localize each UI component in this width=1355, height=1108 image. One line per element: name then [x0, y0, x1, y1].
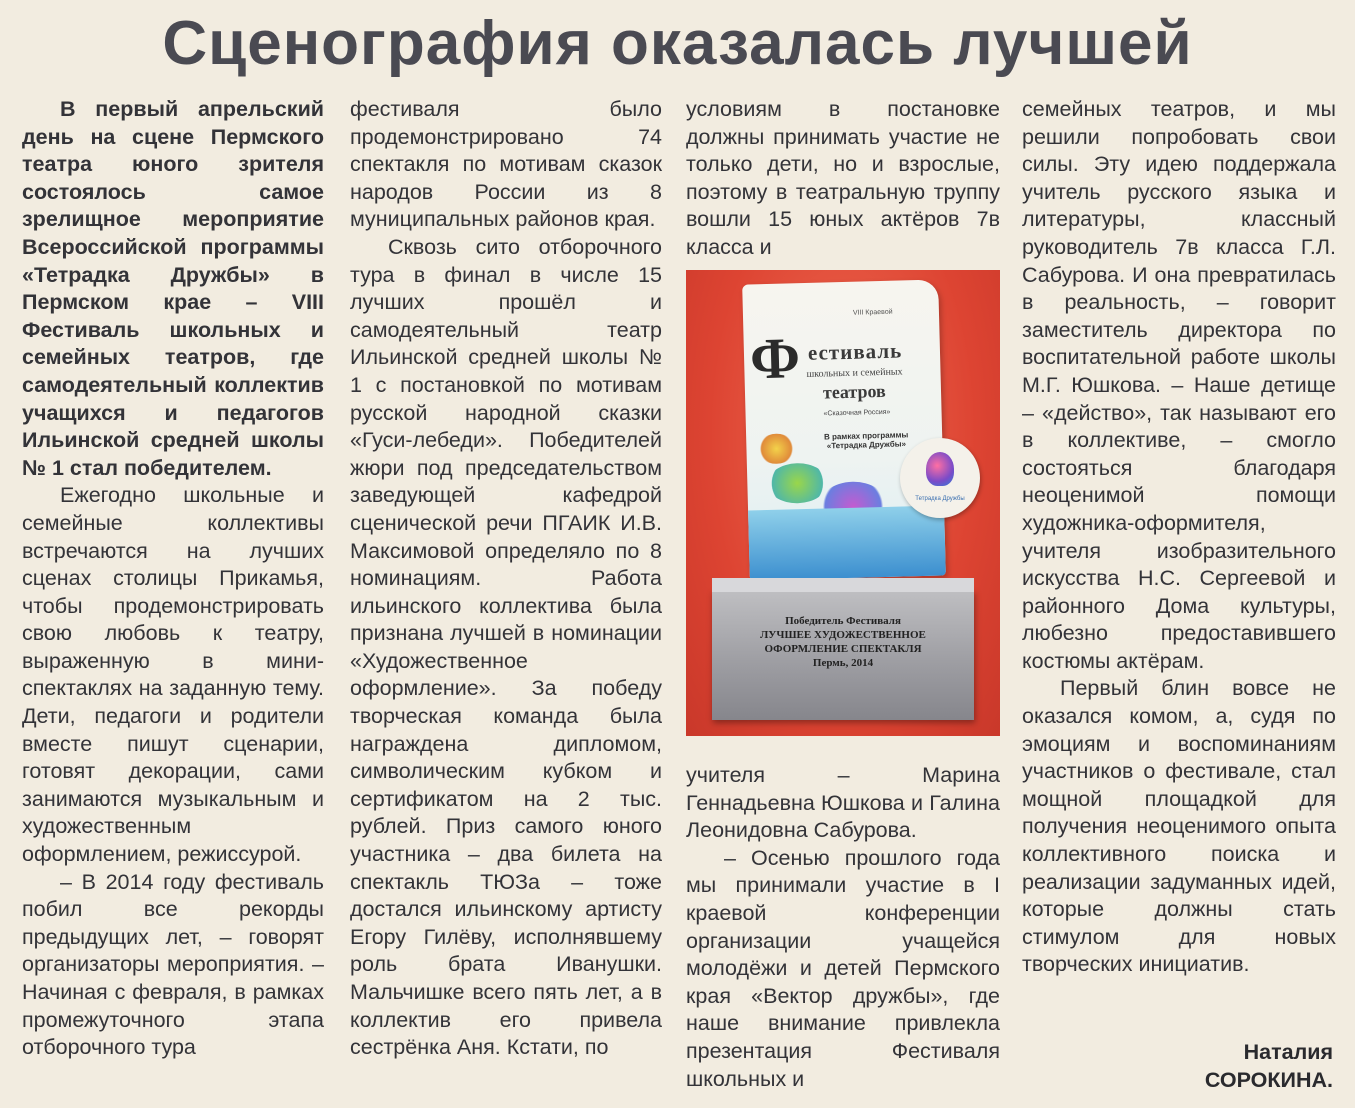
trophy-initial: Ф	[749, 325, 801, 392]
column-3-top	[686, 96, 1000, 262]
column-1	[22, 96, 324, 1062]
badge-label: Тетрадка Дружбы	[915, 496, 965, 502]
trophy-line: театров	[822, 380, 886, 403]
lead-paragraph: В первый апрельский день на сцене Пермского театра юного зрителя состоялось самое зрелищное мероприятие Всероссийской программы «Тетрадка Дружбы» в Пермском крае – VIII Фестиваль школьных и семейных театров, где самодеятельный коллектив учащихся и педагогов Ильинской средней школы № 1 стал победителем.	[22, 97, 324, 480]
paragraph: Ежегодно школьные и семейные коллективы встречаются на лучших сценах столицы Прикамья, чтобы продемонстрировать свою любовь к театру, выраженную в мини-спектаклях на заданную тему. Дети, педагоги и родители вместе пишут сценарии, готовят декорации, сами занимаются музыкальным и художественным оформлением, режиссурой.	[22, 483, 324, 867]
trophy-base-text: Победитель Фестиваля ЛУЧШЕЕ ХУДОЖЕСТВЕННОЕ ОФОРМЛЕНИЕ СПЕКТАКЛЯ Пермь, 2014	[760, 615, 926, 669]
author-signature	[1205, 1038, 1333, 1094]
trophy-base	[712, 590, 974, 720]
column-4	[1022, 96, 1336, 979]
program-badge	[900, 438, 980, 518]
paragraph: условиям в постановке должны принимать участие не только дети, но и взрослые, поэтому в театральную труппу вошли 15 юных актёров 7в класса и	[686, 97, 1000, 259]
paragraph: фестиваля было продемонстрировано 74 спектакля по мотивам сказок народов России из 8 муниципальных районов края.	[350, 97, 662, 232]
trophy-line: естиваль	[807, 338, 903, 365]
trophy-small-text: VIII Краевой	[852, 308, 893, 317]
article-headline: Сценография оказалась лучшей	[162, 9, 1193, 78]
paragraph: Сквозь сито отборочного тура в финал в числе 15 лучших прошёл и самодеятельный театр Ильинской средней школы № 1 с постановкой по мотивам русской народной сказки «Гуси-лебеди». Победителей жюри под председательством заведующей кафедрой сценической речи ПГАИК И.В. Максимовой определяло по 8 номинациям. Работа ильинского коллектива была признана лучшей в номинации «Художественное оформление». За победу творческая команда была награждена дипломом, символическим кубком и сертификатом на 2 тыс. рублей. Приз самого юного участника – два билета на спектакль ТЮЗа – тоже достался ильинскому артисту Егору Гилёву, исполнявшему роль брата Иванушки. Мальчишке всего пять лет, а в коллектив его привела сестрёнка Аня. Кстати, по	[350, 234, 662, 1060]
trophy-line: В рамках программы «Тетрадка Дружбы»	[823, 430, 909, 451]
author-first-name: Наталия	[1243, 1040, 1333, 1064]
paragraph: учителя – Марина Геннадьевна Юшкова и Галина Леонидовна Сабурова.	[686, 763, 1000, 843]
trophy-plaque	[742, 279, 946, 580]
trophy-line: школьных и семейных	[806, 366, 903, 380]
column-3-bottom	[686, 762, 1000, 1093]
paragraph: – В 2014 году фестиваль побил все рекорды предыдущих лет, – говорят организаторы мероприятия. – Начиная с февраля, в рамках промежуточного этапа отборочного тура	[22, 869, 324, 1060]
paragraph: Первый блин вовсе не оказался комом, а, судя по эмоциям и воспоминаниям участников о фестивале, стал мощной площадкой для получения неоценимого опыта коллективного поиска и реализации задуманных идей, которые должны стать стимулом для новых творческих инициатив.	[1022, 676, 1336, 977]
paragraph: семейных театров, и мы решили попробовать свои силы. Эту идею поддержала учитель русского языка и литературы, классный руководитель 7в класса Г.Л. Сабурова. И она превратилась в реальность, – говорит заместитель директора по воспитательной работе школы М.Г. Юшкова. – Наше детище – «действо», так называют его в коллективе, – смогло состояться благодаря неоценимой помощи художника-оформителя, учителя изобразительного искусства Н.С. Сергеевой и районного Дома культуры, любезно предоставившего костюмы актёрам.	[1022, 97, 1336, 673]
column-2	[350, 96, 662, 1062]
trophy-photo	[686, 270, 1000, 736]
paragraph: – Осенью прошлого года мы принимали участие в I краевой конференции организации учащейся молодёжи и детей Пермского края «Вектор дружбы», где наше внимание привлекла презентация Фестиваля школьных и	[686, 845, 1000, 1091]
author-last-name: СОРОКИНА.	[1204, 1068, 1333, 1092]
trophy-line: «Сказочная Россия»	[823, 408, 891, 418]
